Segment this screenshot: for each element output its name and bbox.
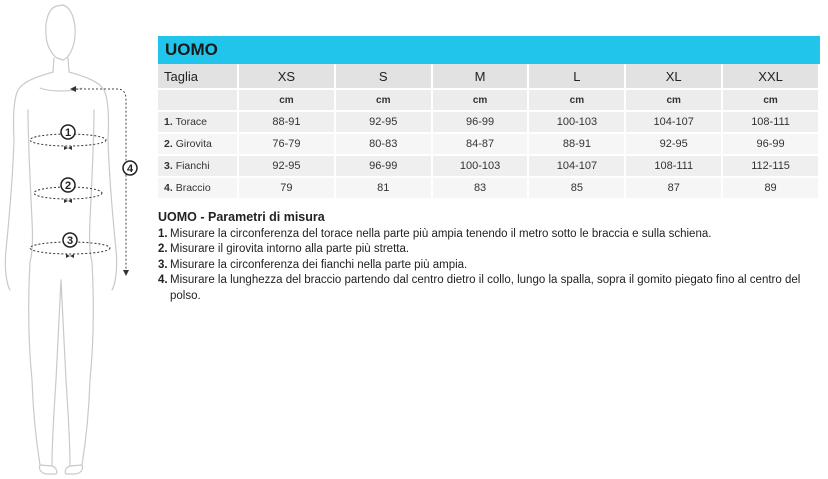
table-cell: 79	[238, 177, 335, 199]
unit-cell: cm	[625, 89, 722, 111]
units-blank-cell	[158, 89, 238, 111]
table-cell: 96-99	[432, 111, 529, 133]
unit-cell: cm	[528, 89, 625, 111]
svg-text:4: 4	[126, 163, 134, 175]
table-cell: 104-107	[625, 111, 722, 133]
table-cell: 84-87	[432, 133, 529, 155]
table-cell: 96-99	[722, 133, 819, 155]
table-cell: 87	[625, 177, 722, 199]
unit-cell: cm	[722, 89, 819, 111]
size-header-xl: XL	[625, 64, 722, 89]
table-row-fianchi	[158, 155, 819, 177]
table-cell: 85	[528, 177, 625, 199]
note-item: 2. Misurare il girovita intorno alla parte più stretta.	[158, 243, 410, 255]
size-header-label: Taglia	[158, 64, 238, 89]
size-chart	[158, 36, 820, 200]
table-row-girovita	[158, 133, 819, 155]
table-cell: 112-115	[722, 155, 819, 177]
table-cell: 92-95	[238, 155, 335, 177]
table-cell: 96-99	[335, 155, 432, 177]
table-cell: 89	[722, 177, 819, 199]
row-label: 3. Fianchi	[158, 155, 238, 177]
units-row	[158, 89, 819, 111]
svg-text:1: 1	[64, 127, 72, 139]
marker-1	[61, 125, 75, 139]
size-header-l: L	[528, 64, 625, 89]
unit-cell: cm	[432, 89, 529, 111]
size-chart-title: UOMO	[158, 36, 820, 64]
notes-heading: UOMO - Parametri di misura	[158, 210, 325, 224]
table-cell: 92-95	[625, 133, 722, 155]
row-label: 1. Torace	[158, 111, 238, 133]
marker-3	[63, 233, 77, 247]
table-cell: 76-79	[238, 133, 335, 155]
table-cell: 88-91	[528, 133, 625, 155]
table-row-torace	[158, 111, 819, 133]
table-cell: 80-83	[335, 133, 432, 155]
marker-2	[61, 178, 75, 192]
table-cell: 108-111	[625, 155, 722, 177]
svg-text:2: 2	[64, 180, 72, 192]
note-item: 3. Misurare la circonferenza dei fianchi nella parte più ampia.	[158, 258, 468, 271]
svg-text:3: 3	[66, 235, 74, 247]
unit-cell: cm	[335, 89, 432, 111]
size-header-m: M	[432, 64, 529, 89]
unit-cell: cm	[238, 89, 335, 111]
table-cell: 108-111	[722, 111, 819, 133]
table-cell: 81	[335, 177, 432, 199]
table-cell: 88-91	[238, 111, 335, 133]
table-cell: 100-103	[528, 111, 625, 133]
table-cell: 104-107	[528, 155, 625, 177]
size-header-s: S	[335, 64, 432, 89]
size-table	[158, 64, 820, 200]
size-header-xxl: XXL	[722, 64, 819, 89]
table-cell: 100-103	[432, 155, 529, 177]
marker-4	[123, 161, 137, 175]
note-item: 1. Misurare la circonferenza del torace nella parte più ampia tenendo il metro sotto le braccia e sulla schiena.	[158, 227, 712, 240]
row-label: 2. Girovita	[158, 133, 238, 155]
note-item: 4. Misurare la lunghezza del braccio partendo dal centro dietro il collo, lungo la spalla, sopra il gomito piegato fino al centro del polso.	[158, 274, 801, 302]
size-header-xs: XS	[238, 64, 335, 89]
table-row-braccio	[158, 177, 819, 199]
body-figure	[0, 0, 150, 479]
table-cell: 83	[432, 177, 529, 199]
table-cell: 92-95	[335, 111, 432, 133]
measurement-notes	[158, 210, 823, 304]
row-label: 4. Braccio	[158, 177, 238, 199]
